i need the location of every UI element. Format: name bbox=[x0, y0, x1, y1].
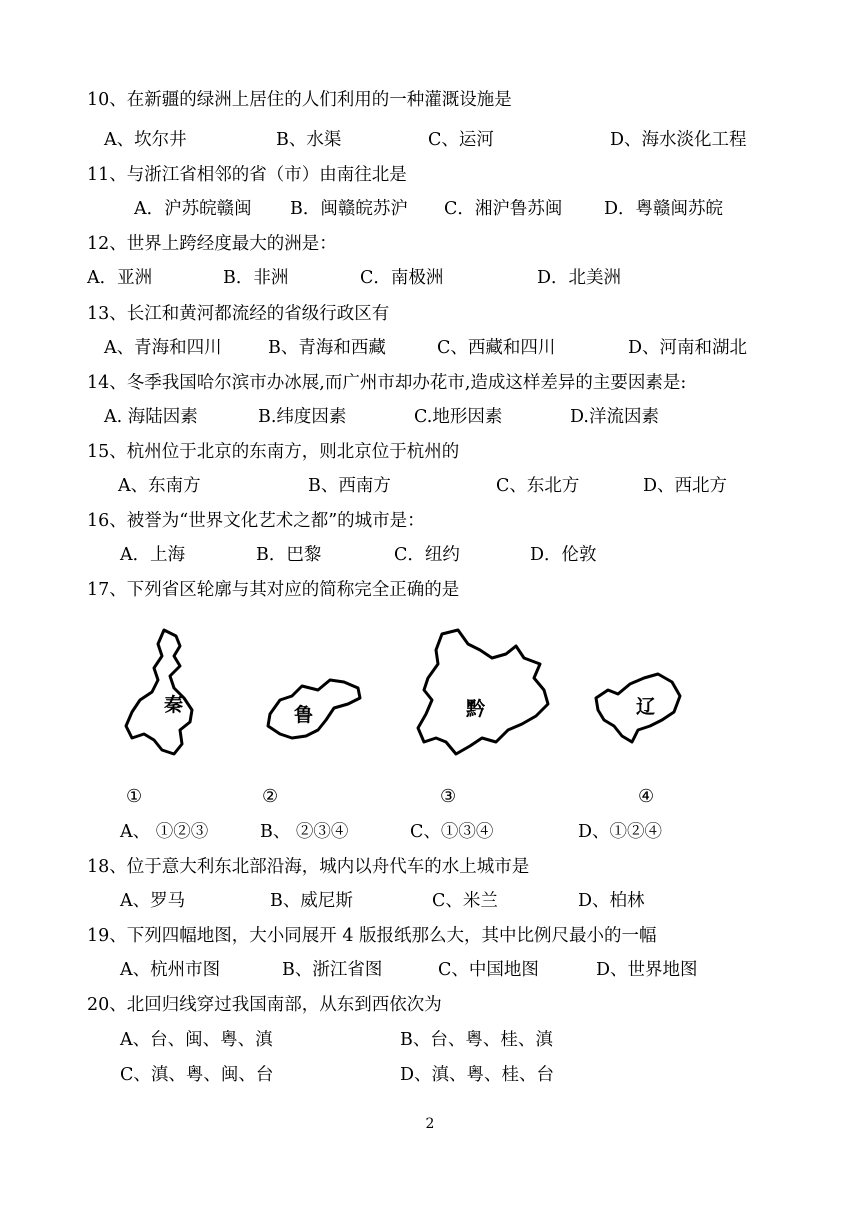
option-d[interactable]: D.洋流因素 bbox=[570, 407, 659, 427]
option-d[interactable]: D、滇、粤、桂、台 bbox=[400, 1065, 555, 1085]
option-a[interactable]: A、青海和四川 bbox=[104, 338, 222, 358]
option-b[interactable]: B、威尼斯 bbox=[270, 891, 353, 911]
option-a[interactable]: A、东南方 bbox=[118, 476, 201, 496]
map-number: ① bbox=[126, 786, 143, 807]
option-d[interactable]: D、柏林 bbox=[578, 891, 645, 911]
map-number: ② bbox=[262, 786, 279, 807]
option-a[interactable]: A．上海 bbox=[120, 545, 186, 565]
map-label: 鲁 bbox=[294, 704, 314, 726]
option-d[interactable]: D．北美洲 bbox=[537, 268, 622, 288]
option-a[interactable]: A. 海陆因素 bbox=[104, 407, 198, 427]
option-b[interactable]: B、浙江省图 bbox=[282, 960, 383, 980]
option-d[interactable]: D．伦敦 bbox=[530, 545, 597, 565]
map-shaanxi-outline bbox=[118, 626, 208, 761]
map-guizhou-outline bbox=[412, 624, 552, 764]
map-number: ③ bbox=[440, 786, 457, 807]
option-c[interactable]: C．南极洲 bbox=[360, 268, 444, 288]
option-a[interactable]: A．沪苏皖赣闽 bbox=[134, 199, 252, 219]
option-d[interactable]: D、①②④ bbox=[578, 822, 663, 842]
option-b[interactable]: B．闽赣皖苏沪 bbox=[290, 199, 408, 219]
map-label: 辽 bbox=[636, 696, 656, 718]
option-a[interactable]: A、罗马 bbox=[120, 891, 186, 911]
option-b[interactable]: B．巴黎 bbox=[256, 545, 322, 565]
question-15-stem: 15、杭州位于北京的东南方，则北京位于杭州的 bbox=[87, 442, 460, 462]
question-13-stem: 13、长江和黄河都流经的省级行政区有 bbox=[87, 304, 390, 324]
option-a[interactable]: A、 ①②③ bbox=[120, 822, 209, 842]
option-b[interactable]: B、 ②③④ bbox=[260, 822, 349, 842]
option-c[interactable]: C、东北方 bbox=[496, 476, 580, 496]
question-14-stem: 14、冬季我国哈尔滨市办冰展,而广州市却办花市,造成这样差异的主要因素是: bbox=[87, 373, 687, 393]
option-c[interactable]: C、西藏和四川 bbox=[437, 338, 556, 358]
option-b[interactable]: B、青海和西藏 bbox=[268, 338, 386, 358]
question-18-stem: 18、位于意大利东北部沿海，城内以舟代车的水上城市是 bbox=[87, 857, 530, 877]
option-b[interactable]: B、西南方 bbox=[308, 476, 391, 496]
option-b[interactable]: B、水渠 bbox=[276, 130, 342, 150]
question-16-stem: 16、被誉为“世界文化艺术之都”的城市是： bbox=[87, 511, 425, 531]
option-a[interactable]: A．亚洲 bbox=[87, 268, 153, 288]
map-shandong-outline bbox=[262, 674, 364, 746]
map-liaoning-outline bbox=[592, 664, 684, 750]
option-c[interactable]: C、①③④ bbox=[410, 822, 494, 842]
map-label: 秦 bbox=[164, 694, 184, 716]
option-b[interactable]: B.纬度因素 bbox=[258, 407, 347, 427]
map-number: ④ bbox=[638, 786, 655, 807]
option-d[interactable]: D、西北方 bbox=[643, 476, 728, 496]
option-c[interactable]: C．纽约 bbox=[394, 545, 460, 565]
option-a[interactable]: A、杭州市图 bbox=[120, 960, 221, 980]
option-c[interactable]: C．湘沪鲁苏闽 bbox=[444, 199, 563, 219]
option-a[interactable]: A、坎尔井 bbox=[104, 130, 187, 150]
map-label: 黔 bbox=[466, 698, 486, 720]
option-c[interactable]: C、中国地图 bbox=[438, 960, 539, 980]
option-d[interactable]: D、河南和湖北 bbox=[628, 338, 748, 358]
option-d[interactable]: D．粤赣闽苏皖 bbox=[604, 199, 724, 219]
option-a[interactable]: A、台、闽、粤、滇 bbox=[120, 1030, 273, 1050]
question-11-stem: 11、与浙江省相邻的省（市）由南往北是 bbox=[87, 165, 407, 185]
question-17-stem: 17、下列省区轮廓与其对应的简称完全正确的是 bbox=[87, 580, 460, 600]
question-20-stem: 20、北回归线穿过我国南部，从东到西依次为 bbox=[87, 995, 442, 1015]
question-19-stem: 19、下列四幅地图，大小同展开 4 版报纸那么大，其中比例尺最小的一幅 bbox=[87, 926, 657, 946]
option-c[interactable]: C、运河 bbox=[428, 130, 494, 150]
page-number: 2 bbox=[425, 1116, 435, 1132]
question-10-stem: 10、在新疆的绿洲上居住的人们利用的一种灌溉设施是 bbox=[87, 90, 512, 110]
option-c[interactable]: C、滇、粤、闽、台 bbox=[120, 1065, 274, 1085]
option-c[interactable]: C、米兰 bbox=[432, 891, 498, 911]
option-b[interactable]: B．非洲 bbox=[223, 268, 289, 288]
option-b[interactable]: B、台、粤、桂、滇 bbox=[400, 1030, 553, 1050]
option-d[interactable]: D、世界地图 bbox=[596, 960, 698, 980]
option-c[interactable]: C.地形因素 bbox=[414, 407, 503, 427]
option-d[interactable]: D、海水淡化工程 bbox=[610, 130, 747, 150]
question-12-stem: 12、世界上跨经度最大的洲是： bbox=[87, 234, 337, 254]
